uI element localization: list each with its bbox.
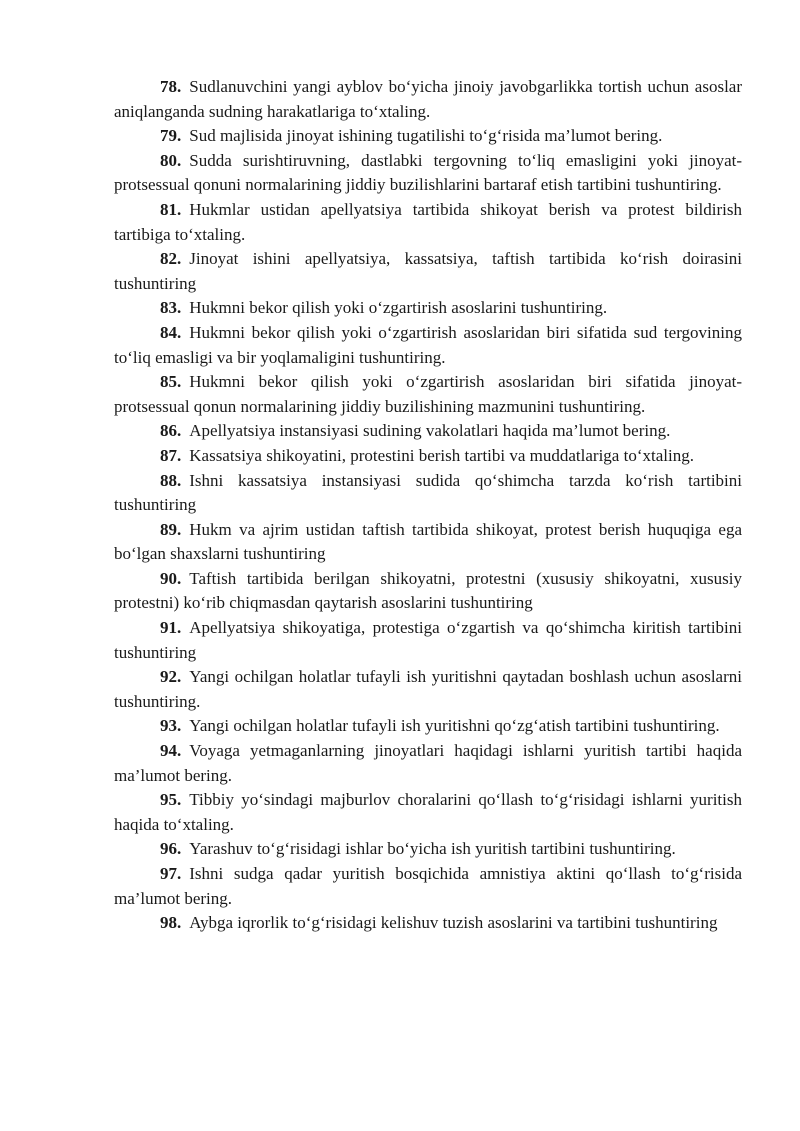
question-number: 84. (160, 322, 182, 342)
question-item (114, 370, 742, 419)
question-text: Jinoyat ishini apellyatsiya, kassatsiya, taftish tartibida ko‘rish doirasini tushuntiring (114, 249, 742, 293)
question-item (114, 75, 742, 124)
question-text: Yangi ochilgan holatlar tufayli ish yuritishni qaytadan boshlash uchun asoslarni tushuntiring. (114, 667, 742, 711)
question-text: Hukmni bekor qilish yoki o‘zgartirish asoslaridan biri sifatida jinoyat-protsessual qonun normalarining jiddiy buzilishining mazmunini tushuntiring. (114, 372, 742, 416)
question-item (114, 198, 742, 247)
question-number: 88. (160, 470, 182, 490)
question-number: 85. (160, 372, 182, 392)
question-item (114, 616, 742, 665)
question-item (114, 837, 742, 862)
question-item (114, 321, 742, 370)
question-item (114, 247, 742, 296)
question-text: Yarashuv to‘g‘risidagi ishlar bo‘yicha ish yuritish tartibini tushuntiring. (189, 839, 676, 859)
question-number: 96. (160, 839, 182, 859)
question-text: Sudlanuvchini yangi ayblov bo‘yicha jinoiy javobgarlikka tortish uchun asoslar aniqlanganda sudning harakatlariga to‘xtaling. (114, 77, 742, 121)
question-number: 87. (160, 445, 182, 465)
question-text: Voyaga yetmaganlarning jinoyatlari haqidagi ishlarni yuritish tartibi haqida ma’lumot bering. (114, 741, 742, 785)
question-text: Sud majlisida jinoyat ishining tugatilishi to‘g‘risida ma’lumot bering. (189, 126, 663, 146)
question-text: Sudda surishtiruvning, dastlabki tergovning to‘liq emasligini yoki jinoyat-protsessual qonuni normalarining jiddiy buzilishlarini bartaraf etish tartibini tushuntiring. (114, 150, 742, 195)
question-number: 86. (160, 421, 182, 441)
question-text: Apellyatsiya instansiyasi sudining vakolatlari haqida ma’lumot bering. (189, 421, 671, 441)
question-number: 78. (160, 77, 182, 96)
question-text: Apellyatsiya shikoyatiga, protestiga o‘zgartish va qo‘shimcha kiritish tartibini tushuntiring (114, 618, 742, 662)
question-text: Aybga iqrorlik to‘g‘risidagi kelishuv tuzish asoslarini va tartibini tushuntiring (189, 913, 718, 933)
question-number: 80. (160, 150, 182, 170)
question-text: Kassatsiya shikoyatini, protestini berish tartibi va muddatlariga to‘xtaling. (189, 445, 694, 465)
question-number: 93. (160, 716, 182, 736)
question-number: 83. (160, 298, 182, 318)
question-text: Tibbiy yo‘sindagi majburlov choralarini qo‘llash to‘g‘risidagi ishlarni yuritish haqida to‘xtaling. (114, 790, 742, 834)
question-item (114, 469, 742, 518)
question-item (114, 862, 742, 911)
question-list (114, 75, 742, 936)
question-number: 94. (160, 741, 182, 761)
question-number: 95. (160, 790, 182, 810)
question-number: 81. (160, 199, 182, 219)
question-item (114, 567, 742, 616)
question-text: Taftish tartibida berilgan shikoyatni, protestni (xususiy shikoyatni, xususiy protestni) ko‘rib chiqmasdan qaytarish asoslarini tushuntiring (114, 568, 742, 613)
question-number: 82. (160, 249, 182, 269)
question-number: 79. (160, 126, 182, 146)
question-item (114, 518, 742, 567)
question-text: Ishni sudga qadar yuritish bosqichida amnistiya aktini qo‘llash to‘g‘risida ma’lumot bering. (114, 864, 742, 908)
question-text: Hukmlar ustidan apellyatsiya tartibida shikoyat berish va protest bildirish tartibiga to‘xtaling. (114, 199, 742, 244)
question-text: Hukmni bekor qilish yoki o‘zgartirish asoslaridan biri sifatida sud tergovining to‘liq emasligi va bir yoqlamaligini tushuntiring. (114, 322, 742, 367)
question-text: Yangi ochilgan holatlar tufayli ish yuritishni qo‘zg‘atish tartibini tushuntiring. (189, 716, 720, 736)
question-item (114, 665, 742, 714)
question-item (114, 149, 742, 198)
question-number: 91. (160, 618, 182, 638)
question-text: Ishni kassatsiya instansiyasi sudida qo‘shimcha tarzda ko‘rish tartibini tushuntiring (114, 470, 742, 515)
question-number: 98. (160, 913, 182, 933)
question-item (114, 911, 742, 936)
question-number: 92. (160, 667, 182, 687)
question-item (114, 444, 742, 469)
question-text: Hukm va ajrim ustidan taftish tartibida shikoyat, protest berish huquqiga ega bo‘lgan shaxslarni tushuntiring (114, 519, 742, 564)
question-number: 90. (160, 568, 182, 588)
question-item (114, 419, 742, 444)
question-text: Hukmni bekor qilish yoki o‘zgartirish asoslarini tushuntiring. (189, 298, 608, 318)
question-item (114, 739, 742, 788)
question-number: 89. (160, 519, 182, 539)
question-number: 97. (160, 864, 182, 883)
question-item (114, 714, 742, 739)
question-item (114, 124, 742, 149)
question-item (114, 788, 742, 837)
question-item (114, 296, 742, 321)
